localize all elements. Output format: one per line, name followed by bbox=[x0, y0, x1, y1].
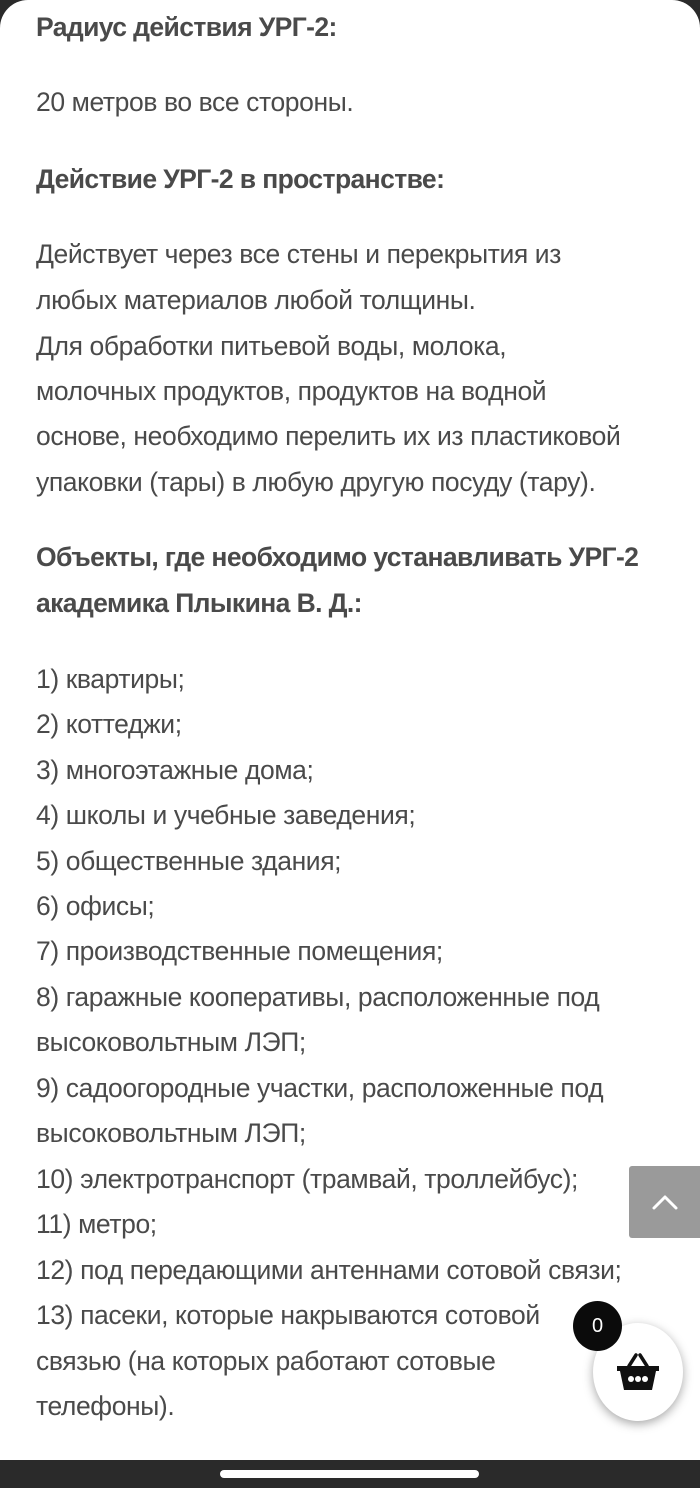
objects-list-item: 9) садоогородные участки, расположенные под bbox=[36, 1073, 604, 1103]
objects-heading: академика Плыкина В. Д.: bbox=[36, 588, 362, 618]
cart-count-badge: 0 bbox=[573, 1301, 622, 1351]
objects-heading: Объекты, где необходимо устанавливать УРГ-2 bbox=[36, 542, 639, 572]
scroll-to-top-button[interactable] bbox=[629, 1166, 700, 1238]
space-text-line: упаковки (тары) в любую другую посуду (тару). bbox=[36, 467, 596, 497]
objects-list-item: высоковольтным ЛЭП; bbox=[36, 1027, 306, 1057]
space-text-line: основе, необходимо перелить их из пластиковой bbox=[36, 421, 621, 451]
objects-list-item: 7) производственные помещения; bbox=[36, 936, 443, 966]
objects-list-item: 5) общественные здания; bbox=[36, 846, 342, 876]
objects-list-item: 3) многоэтажные дома; bbox=[36, 755, 314, 785]
radius-heading: Радиус действия УРГ-2: bbox=[36, 12, 337, 42]
objects-list-item: 11) метро; bbox=[36, 1209, 157, 1239]
basket-icon bbox=[615, 1350, 661, 1394]
objects-list-item: 12) под передающими антеннами сотовой связи; bbox=[36, 1255, 622, 1285]
objects-list-item: 8) гаражные кооперативы, расположенные под bbox=[36, 982, 600, 1012]
home-indicator[interactable] bbox=[220, 1470, 479, 1478]
space-heading: Действие УРГ-2 в пространстве: bbox=[36, 164, 445, 194]
space-text-line: Действует через все стены и перекрытия из bbox=[36, 239, 561, 269]
chevron-up-icon bbox=[651, 1189, 679, 1215]
objects-list-item: 13) пасеки, которые накрываются сотовой bbox=[36, 1300, 540, 1330]
space-text-line: любых материалов любой толщины. bbox=[36, 285, 476, 315]
objects-list-item: телефоны). bbox=[36, 1391, 175, 1421]
objects-list-item: связью (на которых работают сотовые bbox=[36, 1346, 496, 1376]
radius-text: 20 метров во все стороны. bbox=[36, 87, 354, 117]
objects-list-item: высоковольтным ЛЭП; bbox=[36, 1118, 306, 1148]
objects-list-item: 2) коттеджи; bbox=[36, 709, 182, 739]
objects-list-item: 6) офисы; bbox=[36, 891, 155, 921]
space-text-line: Для обработки питьевой воды, молока, bbox=[36, 331, 507, 361]
space-text-line: молочных продуктов, продуктов на водной bbox=[36, 376, 547, 406]
objects-list-item: 4) школы и учебные заведения; bbox=[36, 800, 416, 830]
objects-list-item: 10) электротранспорт (трамвай, троллейбус); bbox=[36, 1164, 578, 1194]
objects-list-item: 1) квартиры; bbox=[36, 664, 185, 694]
